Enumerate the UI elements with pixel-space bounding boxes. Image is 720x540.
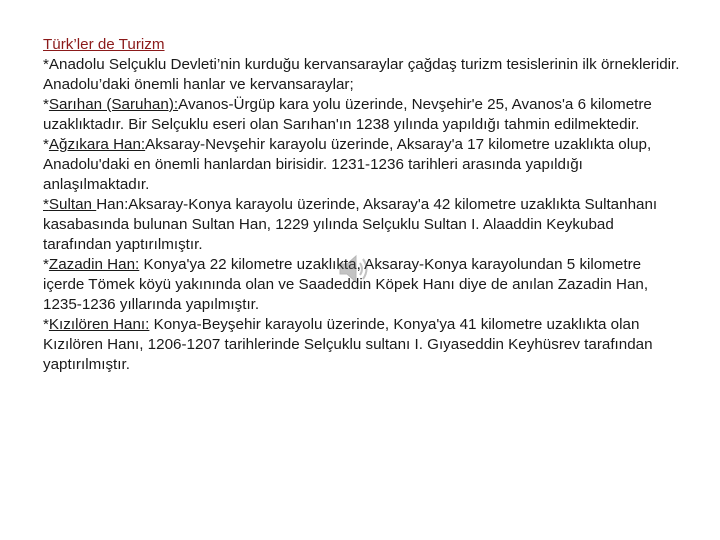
entry-text: Avanos-Ürgüp kara yolu üzerinde, Nevşehir'e 25, Avanos'a 6 kilometre uzaklıktadır. Bir Selçuklu eseri olan Sarıhan'ın 1238 yılında yapıldığı tahmin edilmektedir. [43,96,652,133]
entry-agzikara [43,135,683,195]
entry-text: Konya-Beyşehir karayolu üzerinde, Konya'ya 41 kilometre uzaklıkta olan Kızılören Hanı, 1206-1207 tarihlerinde Selçuklu sultanı I. Gıyaseddin Keyhüsrev tarafından yaptırılmıştır. [43,316,653,373]
entry-prefix: * [43,256,49,273]
entry-prefix: * [43,196,49,213]
entry-name-link[interactable]: Ağzıkara Han: [48,136,146,153]
intro-paragraph: *Anadolu Selçuklu Devleti’nin kurduğu kervansaraylar çağdaş turizm tesislerinin ilk örnekleridir. [43,56,680,73]
entry-prefix: * [43,316,49,333]
entry-name-link[interactable]: Sultan [48,196,97,213]
slide-content [43,35,683,375]
entry-name-link[interactable]: Zazadin Han: [48,256,140,273]
entry-prefix: * [43,96,49,113]
subheading: Anadolu’daki önemli hanlar ve kervansaraylar; [43,76,354,93]
entry-text: Han:Aksaray-Konya karayolu üzerinde, Aksaray'a 42 kilometre uzaklıkta Sultanhanı kasabasında bulunan Sultan Han, 1229 yılında Selçuklu Sultan I. Alaaddin Keykubad tarafından yaptırılmıştır. [43,196,658,253]
entry-prefix: * [43,136,49,153]
entry-text: Konya'ya 22 kilometre uzaklıkta, Aksaray-Konya karayolundan 5 kilometre içerde Tömek köyü yakınında olan ve Saadeddin Köpek Hanı diye de anılan Zazadin Han, 1235-1236 yıllarında yapılmıştır. [43,256,649,313]
entry-sultan-han [43,195,683,255]
speaker-icon[interactable] [336,250,374,288]
page-title: Türk’ler de Turizm [43,36,165,53]
entry-name-link[interactable]: Kızılören Hanı: [48,316,150,333]
entry-name-link[interactable]: Sarıhan (Saruhan): [48,96,179,113]
entry-sarihan [43,95,683,135]
entry-text: Aksaray-Nevşehir karayolu üzerinde, Aksaray'a 17 kilometre uzaklıkta olup, Anadolu'daki en önemli hanlardan birisidir. 1231-1236 tarihleri arasında yapıldığı anlaşılmaktadır. [43,136,652,193]
entry-kiziloren [43,315,683,375]
